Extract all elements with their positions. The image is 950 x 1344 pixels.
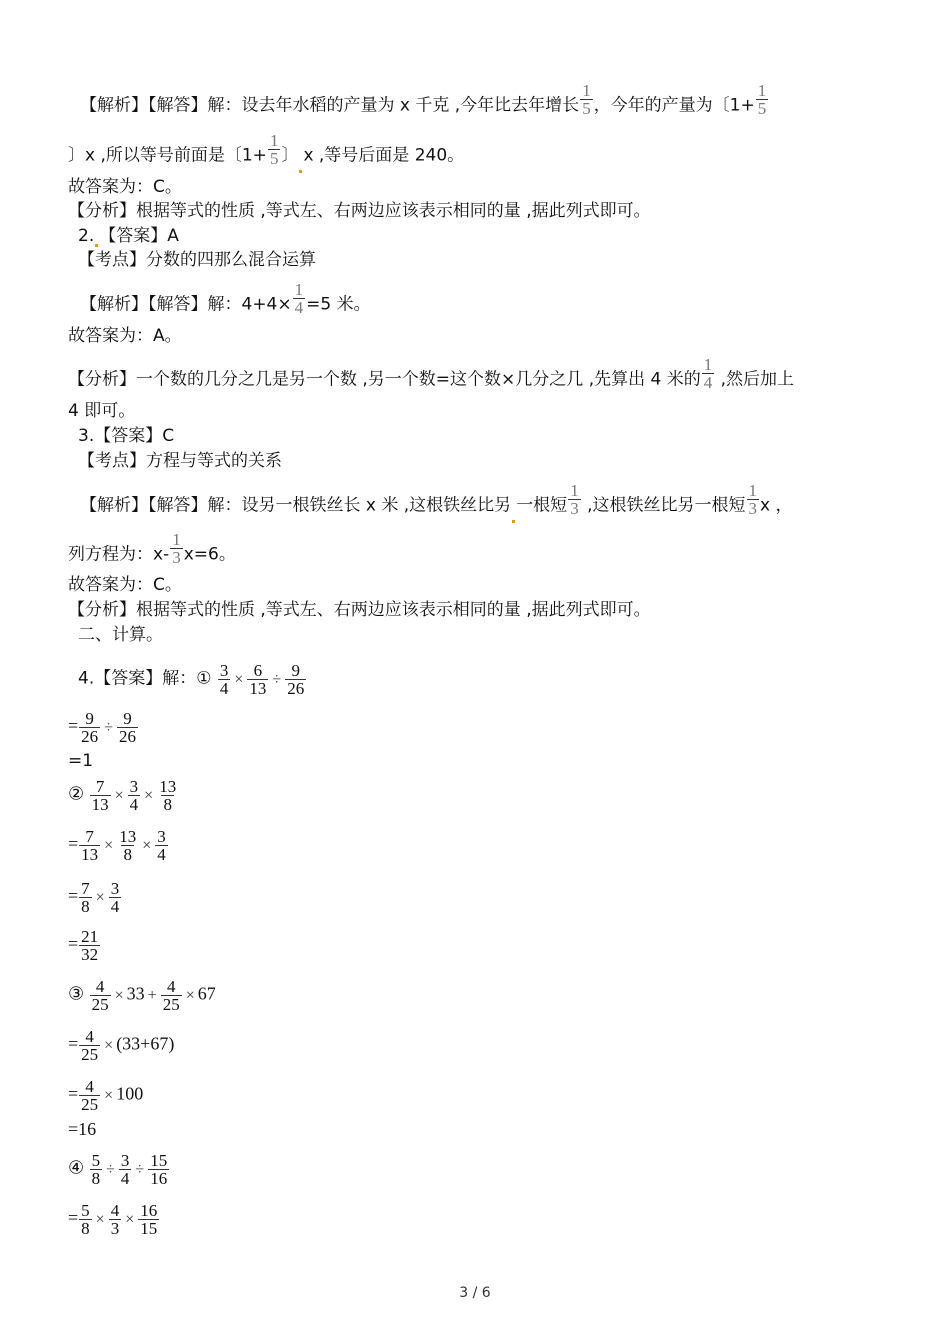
denominator: 8 xyxy=(123,845,132,864)
fraction xyxy=(138,1202,159,1237)
q1-analysis-line xyxy=(80,81,769,123)
denominator: 3 xyxy=(570,499,579,518)
q4-step xyxy=(68,1202,160,1237)
numerator: 16 xyxy=(140,1201,158,1220)
q2-answer-head xyxy=(78,225,179,247)
op: = xyxy=(68,833,79,854)
denominator: 3 xyxy=(172,548,181,567)
fraction xyxy=(90,1152,103,1187)
fraction xyxy=(128,778,141,813)
denominator: 25 xyxy=(81,1045,99,1064)
numerator: 3 xyxy=(129,777,139,796)
numerator: 4 xyxy=(95,977,105,996)
numerator: 9 xyxy=(291,661,300,680)
numerator: 9 xyxy=(123,709,132,728)
op: × xyxy=(114,786,124,804)
op: × xyxy=(142,836,152,854)
label: ② xyxy=(68,783,85,804)
fraction xyxy=(218,662,231,697)
q4-part4 xyxy=(68,1152,170,1187)
fraction xyxy=(247,662,268,697)
fraction xyxy=(79,1078,100,1113)
number: 100 xyxy=(116,1083,144,1104)
denominator: 4 xyxy=(129,795,139,814)
q4-step xyxy=(68,928,101,963)
denominator: 26 xyxy=(287,679,305,698)
q2-fenxi xyxy=(68,355,795,397)
q1-answer: 故答案为：C。 xyxy=(68,177,182,197)
numerator: 1 xyxy=(570,481,579,500)
label: ③ xyxy=(68,983,85,1004)
op: ÷ xyxy=(106,1160,115,1178)
denominator: 5 xyxy=(757,99,767,118)
text: 【解析】【解答】解：设另一根铁丝长 x 米 ,这根铁丝比另 xyxy=(80,495,512,516)
q3-jiexi xyxy=(80,481,793,523)
text: 2. xyxy=(78,226,95,246)
fraction xyxy=(79,1202,92,1237)
text: ,这根铁丝比另一根短 xyxy=(581,495,746,516)
op: × xyxy=(234,670,244,688)
fraction xyxy=(161,978,182,1013)
label: ④ xyxy=(68,1157,85,1178)
text: x ,等号后面是 240。 xyxy=(303,145,465,166)
op: × xyxy=(95,888,105,906)
q3-answer-head: 3.【答案】C xyxy=(78,426,175,446)
op: × xyxy=(114,986,124,1004)
op: = xyxy=(68,1083,79,1104)
fraction xyxy=(79,928,100,963)
numerator: 13 xyxy=(159,777,177,796)
numerator: 5 xyxy=(91,1151,101,1170)
fraction xyxy=(148,1152,169,1187)
op: × xyxy=(125,1210,135,1228)
fraction xyxy=(580,82,593,117)
q1-analysis-line2 xyxy=(68,131,465,173)
text: x ， xyxy=(760,495,793,516)
fraction xyxy=(170,531,183,566)
numerator: 7 xyxy=(81,879,90,898)
numerator: 15 xyxy=(150,1151,168,1170)
fraction xyxy=(293,281,306,316)
denominator: 3 xyxy=(110,1219,120,1238)
text: 【解析】【解答】解：设去年水稻的产量为 x 千克 ,今年比去年增长 xyxy=(80,95,580,116)
numerator: 1 xyxy=(172,530,181,549)
op: = xyxy=(68,1033,79,1054)
denominator: 25 xyxy=(81,1095,99,1114)
denominator: 4 xyxy=(703,373,713,392)
numerator: 9 xyxy=(85,709,94,728)
q3-equation xyxy=(68,530,236,572)
op: = xyxy=(68,933,79,954)
fraction xyxy=(109,880,122,915)
denominator: 4 xyxy=(294,298,304,317)
fraction xyxy=(702,356,715,391)
text: ，今年的产量为〔1+ xyxy=(593,95,755,116)
fraction xyxy=(117,710,138,745)
text: 【解析】【解答】解：4+4× xyxy=(80,294,292,315)
number: 33 xyxy=(126,983,145,1004)
q2-fenxi-line2: 4 即可。 xyxy=(68,401,136,421)
numerator: 6 xyxy=(253,661,263,680)
q4-head xyxy=(78,662,307,697)
denominator: 4 xyxy=(110,897,120,916)
numerator: 1 xyxy=(757,81,767,100)
q1-fenxi: 【分析】根据等式的性质 ,等式左、右两边应该表示相同的量 ,据此列式即可。 xyxy=(68,201,651,221)
q4-part3 xyxy=(68,978,216,1013)
numerator: 7 xyxy=(85,827,94,846)
q2-answer: 故答案为：A。 xyxy=(68,326,182,346)
text: 【分析】一个数的几分之几是另一个数 ,另一个数=这个数×几分之几 ,先算出 4 米的 xyxy=(68,369,701,390)
op: × xyxy=(185,986,195,1004)
op: ÷ xyxy=(272,670,282,688)
text: =5 米。 xyxy=(306,294,371,315)
fraction xyxy=(90,778,111,813)
fraction xyxy=(155,828,168,863)
page-number: 3 / 6 xyxy=(459,1285,491,1301)
fraction xyxy=(756,82,769,117)
q4-part2 xyxy=(68,778,179,813)
q4-step xyxy=(68,710,139,745)
numerator: 1 xyxy=(703,355,713,374)
op: ÷ xyxy=(135,1160,145,1178)
q2-kaodian: 【考点】分数的四那么混合运算 xyxy=(78,250,316,270)
fraction xyxy=(90,978,111,1013)
fraction xyxy=(79,880,92,915)
numerator: 3 xyxy=(157,827,166,846)
text: x=6。 xyxy=(183,544,236,565)
op: + xyxy=(147,986,157,1004)
numerator: 3 xyxy=(219,661,229,680)
denominator: 25 xyxy=(162,995,180,1014)
denominator: 5 xyxy=(269,149,279,168)
expr xyxy=(217,661,307,698)
text: 〕x ,所以等号前面是〔1+ xyxy=(68,145,267,166)
denominator: 8 xyxy=(81,1219,90,1238)
denominator: 15 xyxy=(140,1219,158,1238)
op: × xyxy=(104,1036,114,1054)
denominator: 5 xyxy=(582,99,591,118)
fraction xyxy=(285,662,306,697)
q3-fenxi: 【分析】根据等式的性质 ,等式左、右两边应该表示相同的量 ,据此列式即可。 xyxy=(68,600,651,620)
q3-answer: 故答案为：C。 xyxy=(68,575,182,595)
mark xyxy=(512,520,515,523)
number: (33+67) xyxy=(116,1033,175,1054)
mark xyxy=(299,170,302,173)
q4-result-1: =1 xyxy=(68,751,94,771)
numerator: 4 xyxy=(110,1201,120,1220)
numerator: 5 xyxy=(81,1201,90,1220)
denominator: 25 xyxy=(91,995,109,1014)
numerator: 3 xyxy=(120,1151,130,1170)
op: × xyxy=(144,786,154,804)
q3-kaodian: 【考点】方程与等式的关系 xyxy=(78,451,282,471)
denominator: 13 xyxy=(249,679,267,698)
denominator: 13 xyxy=(81,845,99,864)
fraction xyxy=(79,1028,100,1063)
denominator: 8 xyxy=(91,1169,101,1188)
fraction xyxy=(79,828,100,863)
q4-result-3: =16 xyxy=(68,1119,97,1139)
numerator: 1 xyxy=(269,131,279,150)
op: ÷ xyxy=(104,718,113,736)
fraction xyxy=(119,1152,132,1187)
fraction xyxy=(268,132,281,167)
denominator: 26 xyxy=(81,727,99,746)
numerator: 4 xyxy=(166,977,176,996)
op: = xyxy=(68,715,79,736)
numerator: 21 xyxy=(81,927,99,946)
op: × xyxy=(95,1210,105,1228)
q2-jiexi xyxy=(80,280,371,322)
q4-step xyxy=(68,828,169,863)
denominator: 16 xyxy=(150,1169,168,1188)
numerator: 1 xyxy=(748,481,757,500)
denominator: 8 xyxy=(81,897,90,916)
q4-step xyxy=(68,1078,143,1113)
denominator: 8 xyxy=(163,795,172,814)
text: 4.【答案】解：① xyxy=(78,668,212,689)
numerator: 4 xyxy=(85,1027,94,1046)
section-heading: 二、计算。 xyxy=(78,625,163,645)
numerator: 1 xyxy=(582,81,591,100)
fraction xyxy=(157,778,178,813)
denominator: 4 xyxy=(157,845,166,864)
op: = xyxy=(68,1207,79,1228)
denominator: 13 xyxy=(91,795,109,814)
fraction xyxy=(747,482,760,517)
numerator: 3 xyxy=(110,879,120,898)
text: 【答案】A xyxy=(99,226,179,246)
fraction xyxy=(79,710,100,745)
denominator: 4 xyxy=(120,1169,130,1188)
fraction xyxy=(568,482,581,517)
q4-step xyxy=(68,1028,174,1063)
op: × xyxy=(104,836,114,854)
numerator: 1 xyxy=(294,280,304,299)
mark xyxy=(95,244,98,247)
q4-step xyxy=(68,880,122,915)
fraction xyxy=(109,1202,122,1237)
numerator: 13 xyxy=(119,827,137,846)
denominator: 32 xyxy=(81,945,99,964)
op: × xyxy=(104,1086,114,1104)
numerator: 7 xyxy=(95,777,105,796)
denominator: 4 xyxy=(219,679,229,698)
text: 一根短 xyxy=(516,495,568,516)
text: ,然后加上 xyxy=(715,369,795,390)
text: 列方程为：x- xyxy=(68,544,170,565)
denominator: 3 xyxy=(748,499,757,518)
text: 〕 xyxy=(281,145,299,166)
number: 67 xyxy=(197,983,216,1004)
fraction xyxy=(117,828,138,863)
op: = xyxy=(68,885,79,906)
numerator: 4 xyxy=(85,1077,94,1096)
denominator: 26 xyxy=(118,727,136,746)
